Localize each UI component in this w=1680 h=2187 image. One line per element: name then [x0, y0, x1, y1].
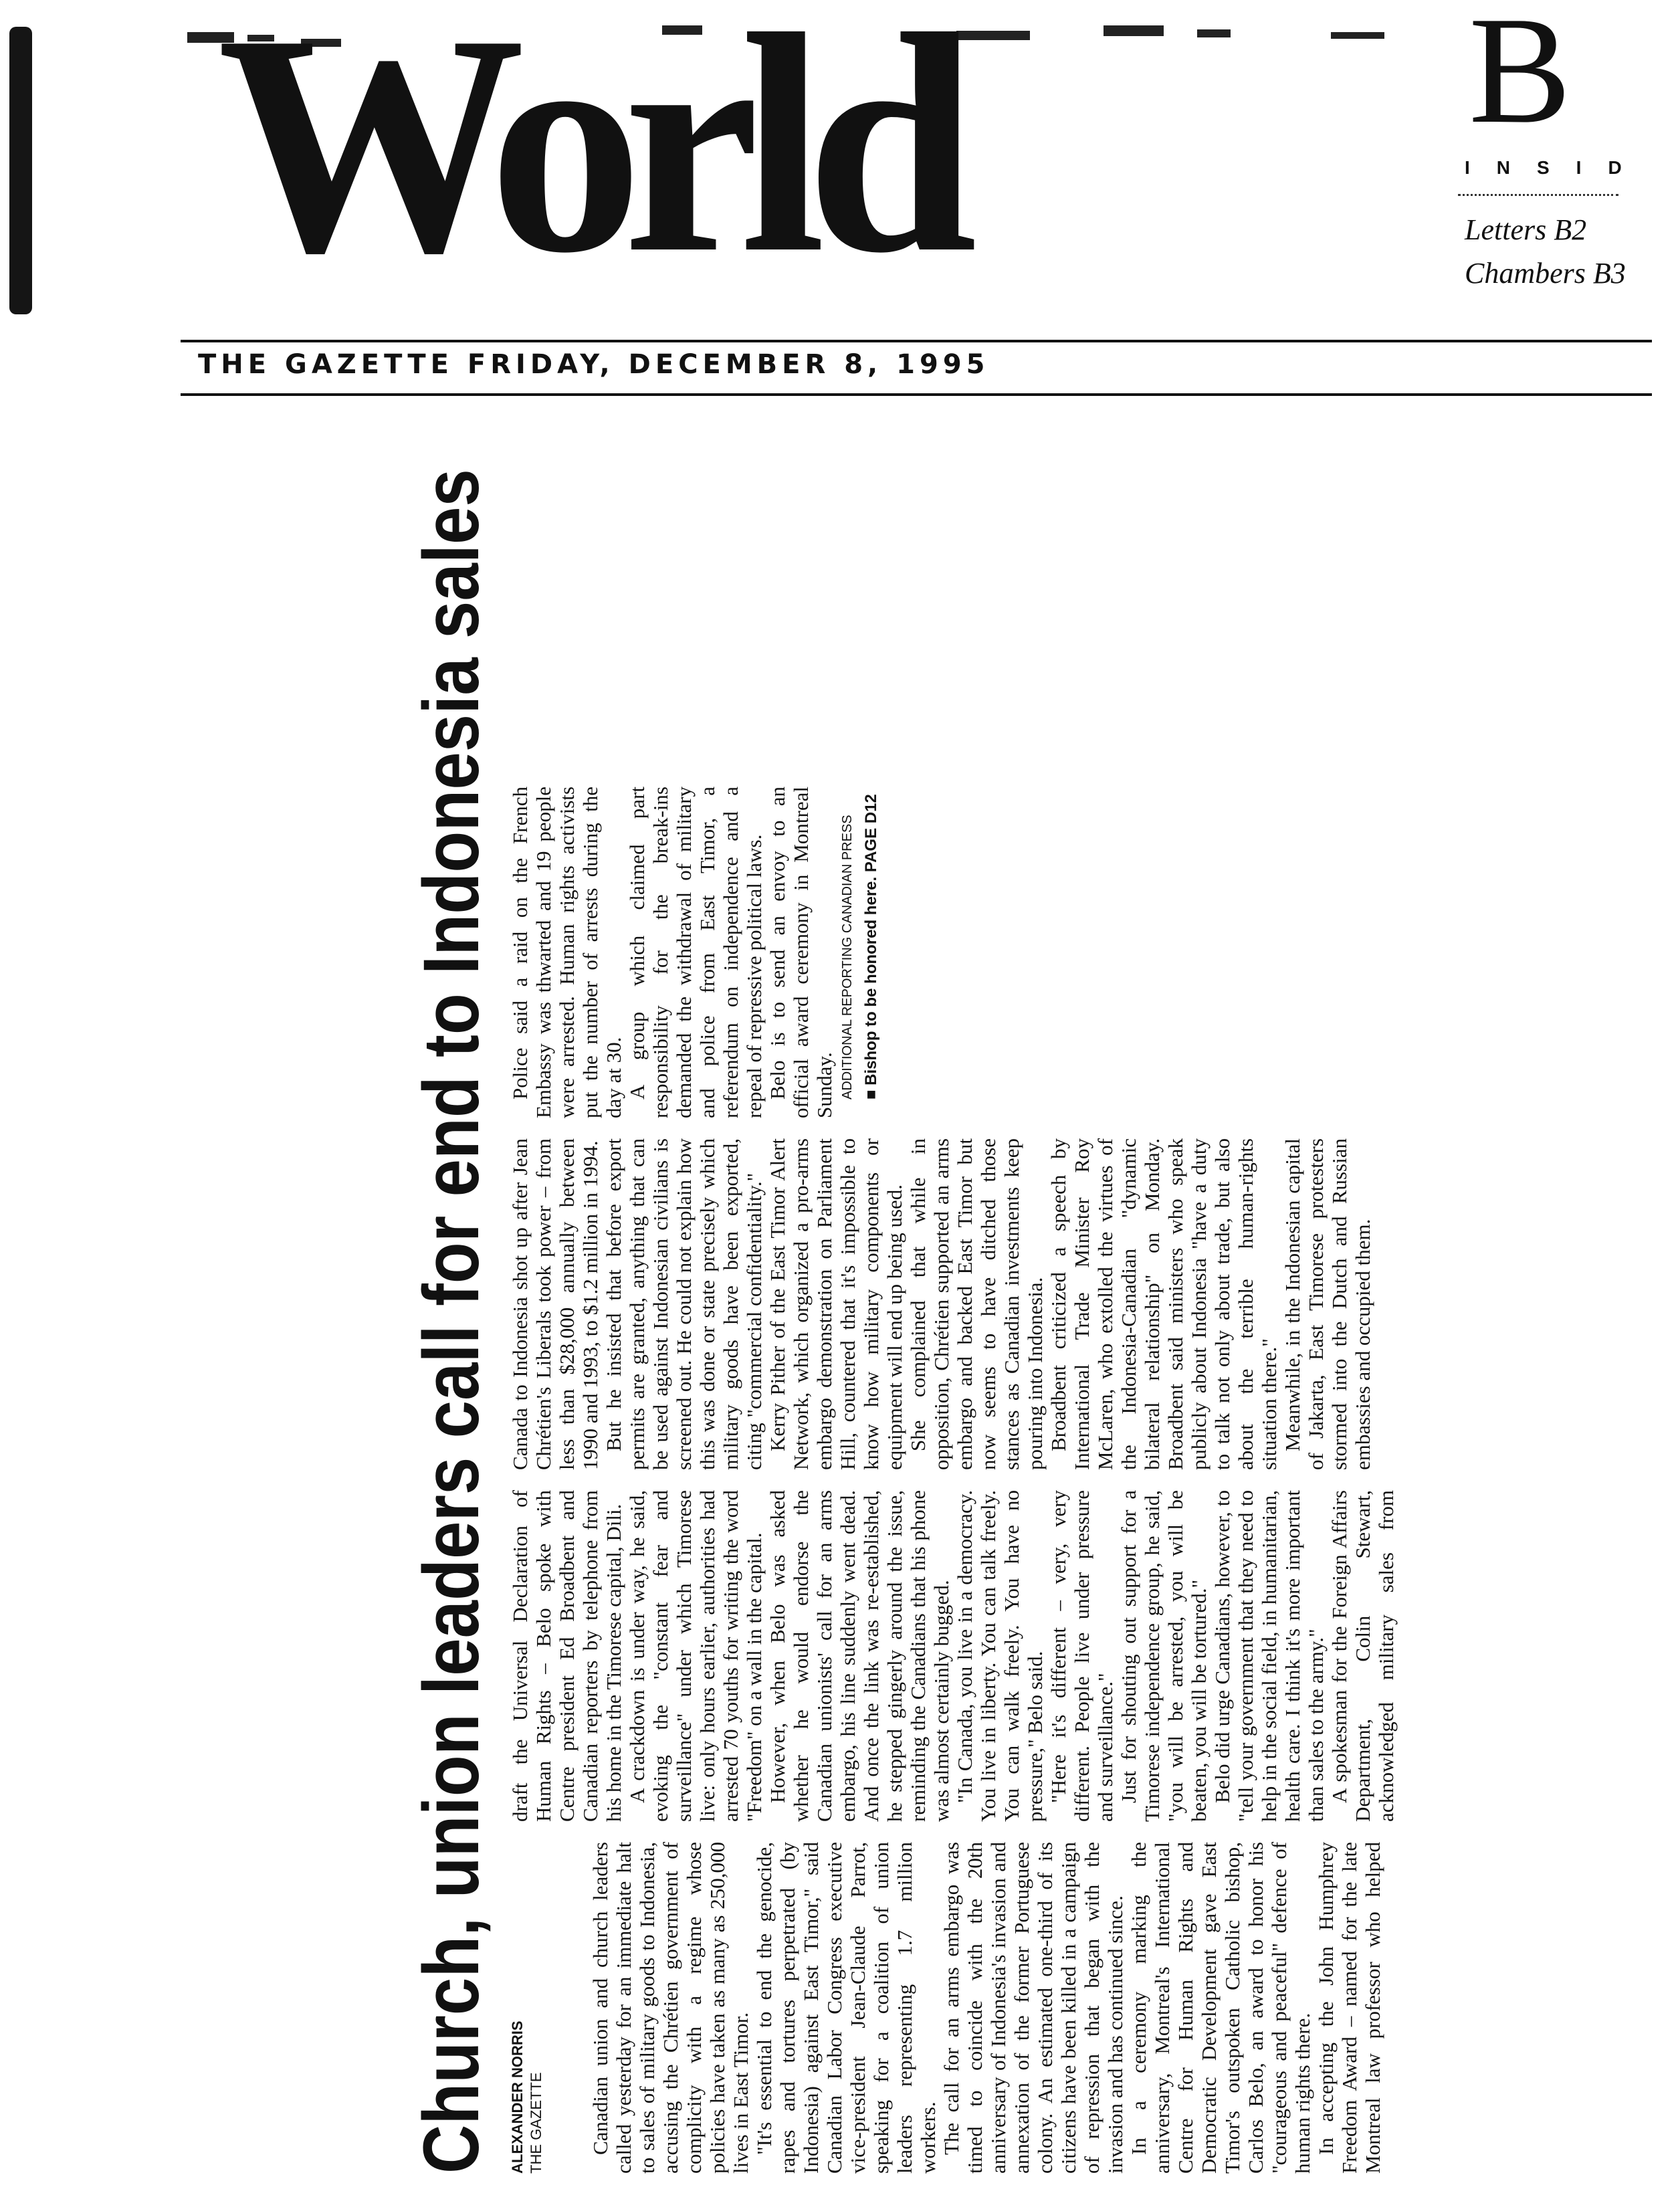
paragraph: Just for shouting out support for a Timorese independence group, he said, "you will be arrested, you will be beaten, you will be tortured." [1117, 1490, 1211, 1822]
article-rotated [401, 435, 1398, 2174]
headline: Church, union leaders call for end to Indonesia sales [407, 469, 496, 2174]
paragraph: Kerry Pither of the East Timor Alert Network, which organized a pro-arms embargo demonstration on Parliament Hill, countered that it's impossible to know how military components or equipment will end up being used. [766, 1138, 906, 1470]
photo-credit: ADDITIONAL REPORTING CANADIAN PRESS [840, 815, 855, 1100]
paragraph: A group which claimed part responsibility for the break-ins demanded the withdrawal of military and police from East Timor, a referendum on independence and a repeal of repressive political laws. [625, 787, 766, 1118]
paragraph: Meanwhile, in the Indonesian capital of Jakarta, East Timorese protesters stormed into the Dutch and Russian embassies and occupied them. [1281, 1138, 1374, 1470]
dateline: THE GAZETTE FRIDAY, DECEMBER 8, 1995 [198, 349, 990, 380]
binding-mark [9, 27, 32, 314]
inside-item-chambers: Chambers B3 [1465, 257, 1626, 290]
byline-name: ALEXANDER NORRIS [509, 2020, 526, 2174]
paragraph: In accepting the John Humphrey Freedom Award – named for the late Montreal law professor who helped draft the Universal Declaration of Human Rights – Belo spoke with Centre president Ed Broadbent and Canadian reporters by telephone from his home in the Timorese capital, Dili. [508, 1490, 1384, 2174]
paragraph: She complained that while in opposition, Chrétien supported an arms embargo and backed East Timor but now seems to have ditched those stances as Canadian investments keep pouring into Indonesia. [906, 1138, 1047, 1470]
paragraph: In a ceremony marking the anniversary, Montreal's International Centre for Human Rights and Democratic Development gave East Timor's outspoken Catholic bishop, Carlos Belo, an award to honor his "courageous and peaceful" defence of human rights there. [1127, 1842, 1314, 2174]
inside-divider [1458, 194, 1618, 196]
byline-org: THE GAZETTE [528, 2072, 544, 2174]
byline [508, 1842, 546, 2174]
paragraph: "In Canada, you live in a democracy. You live in liberty. You can talk freely. You can walk freely. You have no pressure," Belo said. [953, 1490, 1047, 1822]
paragraph: Broadbent criticized a speech by International Trade Minister Roy McLaren, who extolled the virtues of the Indonesia-Canadian "dynamic bilateral relationship" on Monday. Broadbent said ministers who speak publicly about Indonesia "have a duty to talk not only about trade, but also about the terrible human-rights situation there." [1047, 1138, 1281, 1470]
paragraph: However, when Belo was asked whether he would endorse the Canadian unionists' call for an arms embargo, his line suddenly went dead. And once the link was re-established, he stepped gingerly around the issue, reminding the Canadians that his phone was almost certainly bugged. [766, 1490, 953, 1822]
paragraph: But he insisted that before export permits are granted, anything that can be used against Indonesian civilians is screened out. He could not explain how this was done or state precisely which military goods have been exported, citing "commercial confidentiality." [602, 1138, 766, 1470]
paragraph: Belo did urge Canadians, however, to "tell your government that they need to help in the social field, in humanitarian, health care. I think it's more important than sales to the army." [1211, 1490, 1328, 1822]
paragraph: Police said a raid on the French Embassy was thwarted and 19 people were arrested. Human rights activists put the number of arrests during the day at 30. [508, 787, 625, 1118]
paragraph: "Here it's different – very, very different. People live under pressure and surveillance." [1047, 1490, 1117, 1822]
paragraph: Canadian union and church leaders called yesterday for an immediate halt to sales of military goods to Indonesia, accusing the Chrétien government of complicity with a regime whose policies have taken as many as 250,000 lives in East Timor. [589, 1842, 752, 2174]
paragraph: "It's essential to end the genocide, rapes and tortures perpetrated (by Indonesia) against East Timor," said Canadian Labor Congress executive vice-president Jean-Claude Parrot, speaking for a coalition of union leaders representing 1.7 million workers. [752, 1842, 940, 2174]
inside-item-letters: Letters B2 [1465, 213, 1587, 246]
byline-spacer [546, 1842, 589, 2174]
rule-bottom [181, 393, 1652, 396]
rule-top [181, 340, 1652, 342]
masthead-title: World [217, 0, 958, 318]
inside-label: INSID [1465, 157, 1649, 178]
article-columns [508, 435, 1404, 2174]
paragraph: Belo is to send an envoy to an official award ceremony in Montreal Sunday. [766, 787, 836, 1118]
jump-line: ■ Bishop to be honored here. PAGE D12 [862, 794, 880, 1100]
paragraph: A crackdown is under way, he said, evoking the "constant fear and surveillance" under which Timorese live: only hours earlier, authorities had arrested 70 youths for writing the word "Freedom" on a wall in the capital. [625, 1490, 766, 1822]
paragraph: The call for an arms embargo was timed to coincide with the 20th anniversary of Indonesia's invasion and annexation of the former Portuguese colony. An estimated one-third of its citizens have been killed in a campaign of repression that began with the invasion and has continued since. [940, 1842, 1127, 2174]
paragraph: A spokesman for the Foreign Affairs Department, Colin Stewart, acknowledged military sales from Canada to Indonesia shot up after Jean Chrétien's Liberals took power – from less than $28,000 annually between 1990 and 1993, to $1.2 million in 1994. [508, 1138, 1398, 1822]
section-letter: B [1469, 0, 1572, 155]
